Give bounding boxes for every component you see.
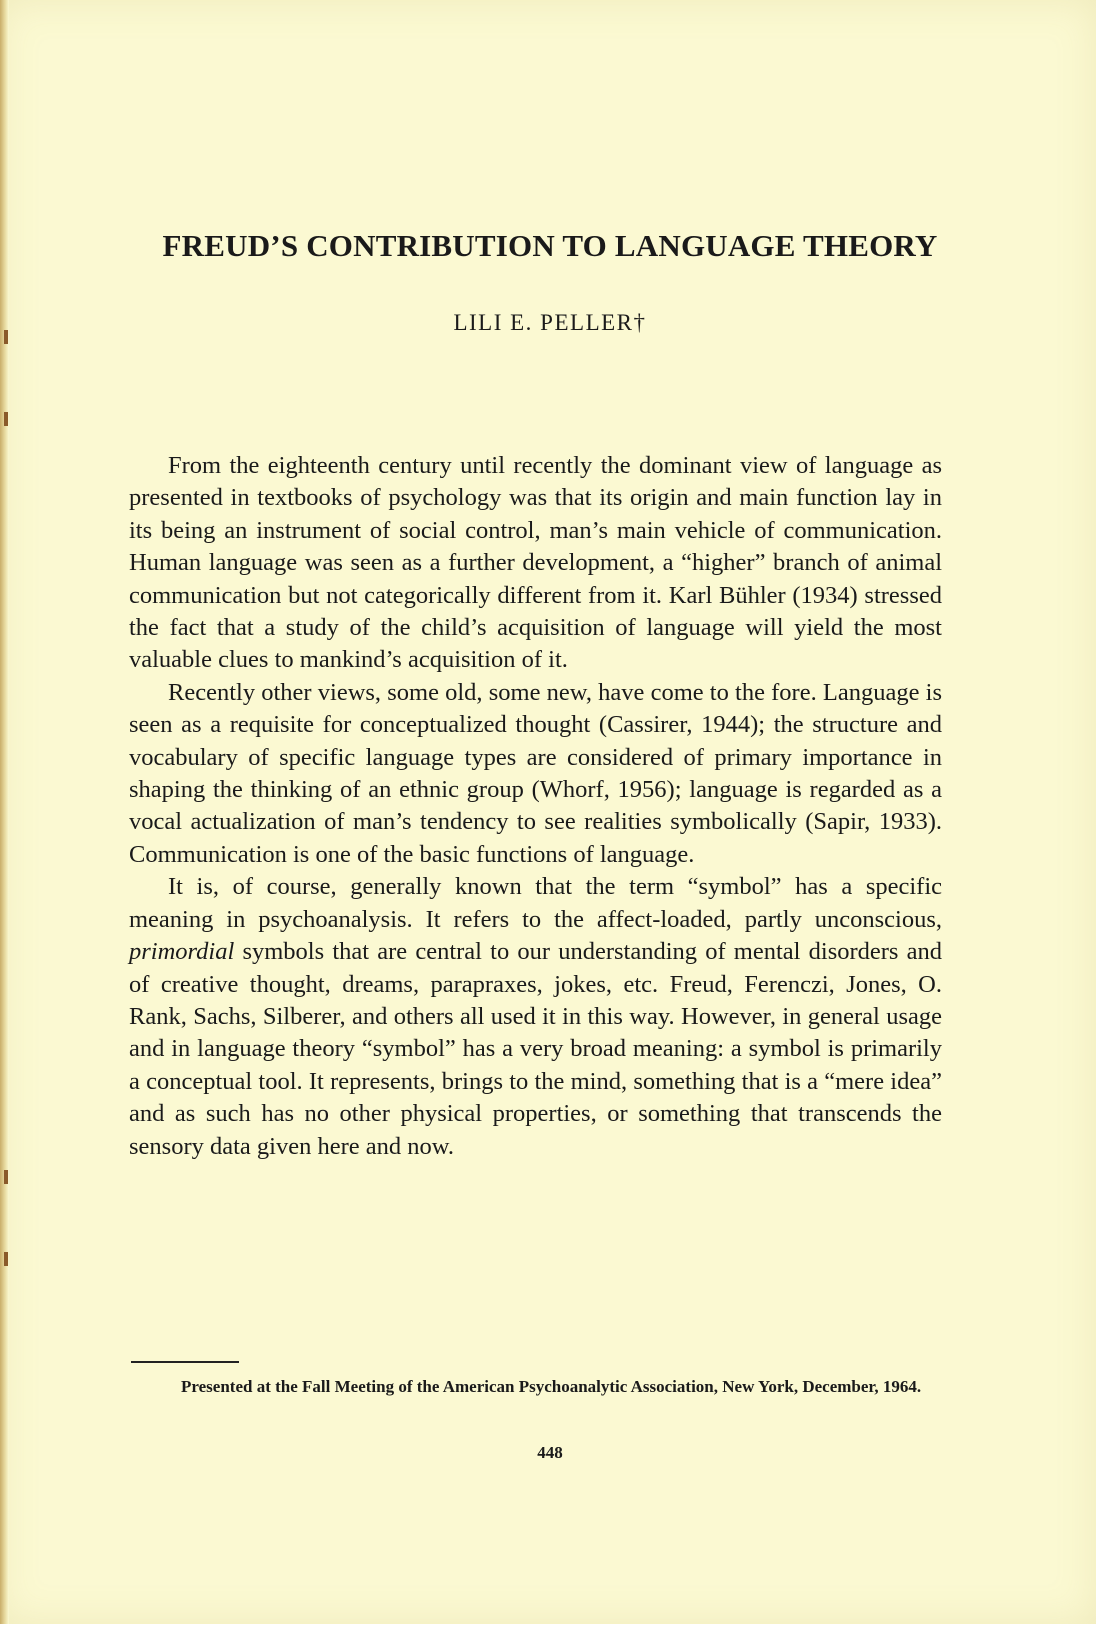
footnote: Presented at the Fall Meeting of the American Psychoanalytic Association, New York, December, 1964. [181,1377,922,1396]
page-number: 448 [537,1443,563,1462]
staple-mark [4,1170,8,1184]
staple-mark [4,330,8,344]
paragraph-text: symbols that are central to our understanding of mental disorders and of creative thought, dreams, parapraxes, jokes, etc. Freud, Ferenczi, Jones, O. Rank, Sachs, Silberer, and others all used it in this way. However, in general usage and in language theory “symbol” has a very broad meaning: a symbol is primarily a conceptual tool. It represents, brings to the mind, something that is a “mere idea” and as such has no other physical properties, or something that transcends the sensory data given here and now. [129,938,943,1160]
article-title: FREUD’S CONTRIBUTION TO LANGUAGE THEORY [162,228,938,263]
paragraph [129,450,942,677]
article-author: LILI E. PELLER† [453,310,647,335]
emphasized-term: primordial [129,938,235,966]
paragraph-text: Recently other views, some old, some new, have come to the fore. Language is seen as a requisite for conceptualized thought (Cassirer, 1944); the structure and vocabulary of specific language types are considered of primary importance in shaping the thinking of an ethnic group (Whorf, 1956); language is regarded as a vocal actualization of man’s tendency to see realities symbolically (Sapir, 1933). Communication is one of the basic functions of language. [129,678,942,868]
staple-mark [4,1252,8,1266]
staple-mark [4,412,8,426]
binding-edge [0,0,9,1624]
paragraph [129,677,942,871]
paragraph-text: From the eighteenth century until recently the dominant view of language as presented in textbooks of psychology was that its origin and main function lay in its being an instrument of social control, man’s main vehicle of communication. Human language was seen as a further development, a “higher” branch of animal communication but not categorically different from it. Karl Bühler (1934) stressed the fact that a study of the child’s acquisition of language will yield the most valuable clues to mankind’s acquisition of it. [129,452,942,674]
paragraph-text: It is, of course, generally known that the term “symbol” has a specific meaning in psychoanalysis. It refers to the affect-loaded, partly unconscious, [129,873,942,933]
footnote-divider [131,1361,239,1363]
article-body [129,450,942,1163]
paragraph [129,871,942,1163]
